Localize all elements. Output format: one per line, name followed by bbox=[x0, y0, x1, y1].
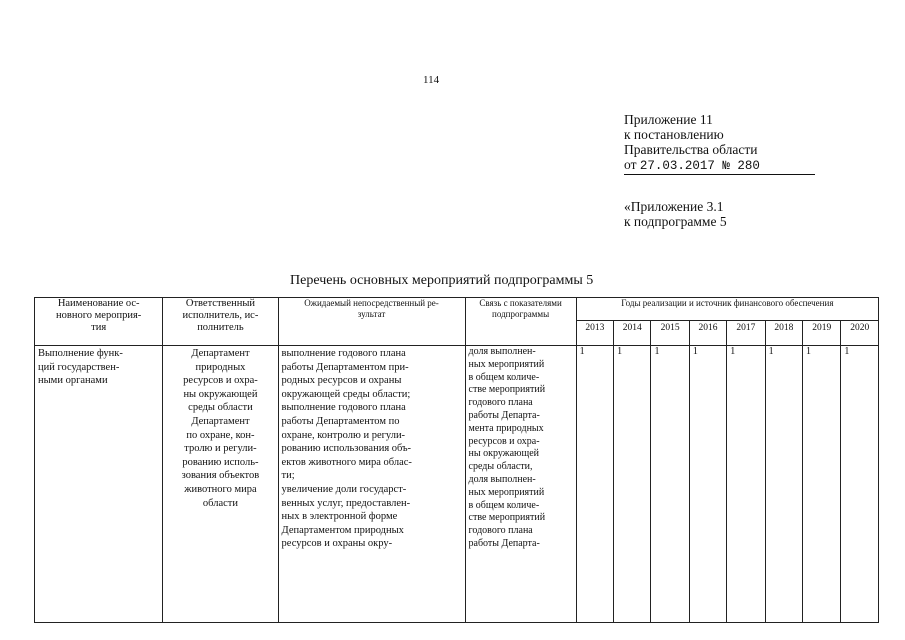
appendix-line-4 bbox=[624, 157, 834, 175]
header-year: 2017 bbox=[727, 321, 765, 346]
header-indicator-link: Связь с показателями подпрограммы bbox=[465, 298, 576, 346]
page-number: 114 bbox=[423, 74, 440, 86]
header-executor: Ответственный исполнитель, ис- полнитель bbox=[163, 298, 278, 346]
appendix-date-prefix: от bbox=[624, 157, 640, 172]
header-year: 2016 bbox=[689, 321, 726, 346]
cell-year-value: 1 bbox=[803, 346, 841, 623]
appendix-line-2: к постановлению bbox=[624, 127, 724, 142]
cell-indicator-link: доля выполнен- ных мероприятий в общем количе- стве мероприятий годового плана работы Департа- мента природных ресурсов и охра- ны окружающей среды области, доля выполнен- ных мероприятий в общем количе- стве мероприятий годового плана работы Департа- bbox=[465, 346, 576, 623]
cell-executor: Департамент природных ресурсов и охра- ны окружающей среды области Департамент по охране, кон- тролю и регули- рованию исполь- зования объектов животного мира области bbox=[163, 346, 278, 623]
header-expected-result: Ожидаемый непосредственный ре- зультат bbox=[278, 298, 465, 346]
cell-year-value: 1 bbox=[841, 346, 879, 623]
header-year: 2015 bbox=[651, 321, 689, 346]
cell-year-value: 1 bbox=[727, 346, 765, 623]
cell-year-value: 1 bbox=[689, 346, 726, 623]
measures-table bbox=[34, 297, 879, 623]
cell-year-value: 1 bbox=[651, 346, 689, 623]
cell-year-value: 1 bbox=[576, 346, 613, 623]
table-row bbox=[35, 346, 879, 623]
header-year: 2014 bbox=[614, 321, 651, 346]
table-header-row bbox=[35, 298, 879, 321]
header-year: 2019 bbox=[803, 321, 841, 346]
cell-year-value: 1 bbox=[614, 346, 651, 623]
header-year: 2013 bbox=[576, 321, 613, 346]
cell-activity-name: Выполнение функ- ций государствен- ными органами bbox=[35, 346, 163, 623]
document-title: Перечень основных мероприятий подпрограммы 5 bbox=[290, 273, 594, 288]
appendix-date-number: 27.03.2017 № 280 bbox=[639, 159, 760, 173]
cell-year-value: 1 bbox=[765, 346, 802, 623]
header-year: 2020 bbox=[841, 321, 879, 346]
sub-appendix-line-1: «Приложение 3.1 bbox=[624, 199, 724, 214]
header-years-group: Годы реализации и источник финансового обеспечения bbox=[576, 298, 878, 321]
header-year: 2018 bbox=[765, 321, 802, 346]
appendix-block bbox=[624, 112, 834, 175]
sub-appendix-block bbox=[624, 199, 727, 229]
sub-appendix-line-2: к подпрограмме 5 bbox=[624, 214, 727, 229]
header-activity-name: Наименование ос- новного мероприя- тия bbox=[35, 298, 163, 346]
appendix-line-1: Приложение 11 bbox=[624, 112, 713, 127]
appendix-line-3: Правительства области bbox=[624, 142, 758, 157]
cell-expected-result: выполнение годового плана работы Департаментом при- родных ресурсов и охраны окружающей среды области; выполнение годового плана работы Департаментом по охране, контролю и регули- рованию использования объ- ектов животного мира облас- ти; увеличение доли государст- венных услуг, предоставлен- ных в электронной форме Департаментом природных ресурсов и охраны окру- bbox=[278, 346, 465, 623]
